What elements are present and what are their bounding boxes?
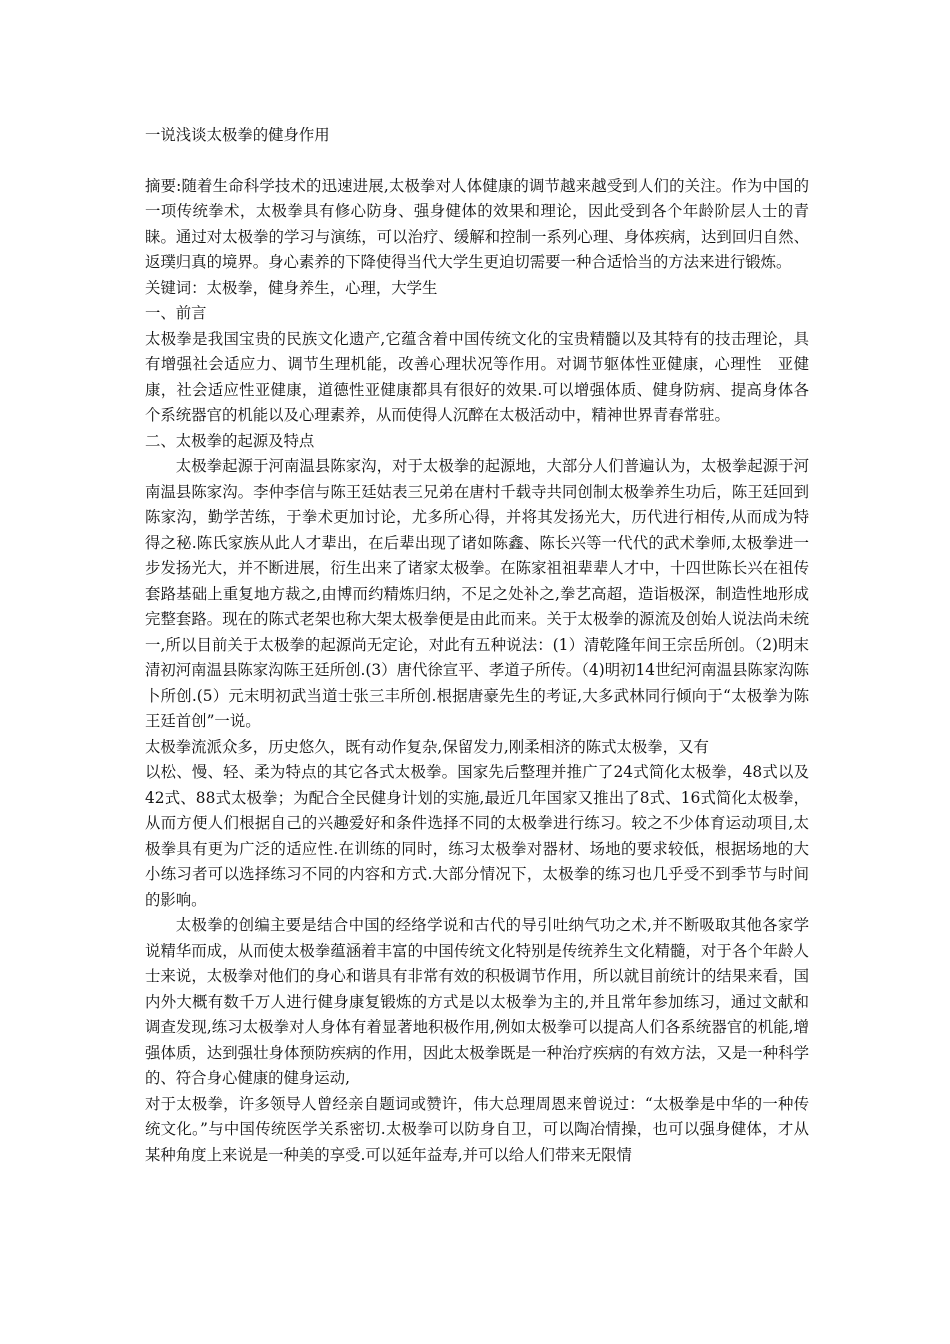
document-body <box>145 123 809 1168</box>
styles-paragraph: 以松、慢、轻、柔为特点的其它各式太极拳。国家先后整理并推广了24式简化太极拳，48式以及42式、88式太极拳；为配合全民健身计划的实施,最近几年国家又推出了8式、16式简化太极拳，从而方便人们根据自己的兴趣爱好和条件选择不同的太极拳进行练习。较之不少体育运动项目,太极拳具有更为广泛的适应性.在训练的同时，练习太极拳对器材、场地的要求较低，根据场地的大小练习者可以选择练习不同的内容和方式.大部分情况下，太极拳的练习也几乎受不到季节与时间的影响。 <box>145 763 809 909</box>
health-paragraph: 太极拳的创编主要是结合中国的经络学说和古代的导引吐纳气功之术,并不断吸取其他各家学说精华而成，从而使太极拳蕴涵着丰富的中国传统文化特别是传统养生文化精髓，对于各个年龄人士来说，太极拳对他们的身心和谐具有非常有效的积极调节作用，所以就目前统计的结果来看，国内外大概有数千万人进行健身康复锻炼的方式是以太极拳为主的,并且常年参加练习，通过文献和调查发现,练习太极拳对人身体有着显著地积极作用,例如太极拳可以提高人们各系统器官的机能,增强体质，达到强壮身体预防疾病的作用，因此太极拳既是一种治疗疾病的有效方法，又是一种科学的、符合身心健康的健身运动, <box>145 916 809 1087</box>
section-heading-introduction: 一、前言 <box>145 304 207 322</box>
document-title: 一说浅谈太极拳的健身作用 <box>145 126 330 144</box>
abstract-paragraph: 摘要:随着生命科学技术的迅速进展,太极拳对人体健康的调节越来越受到人们的关注。作为中国的一项传统拳术，太极拳具有修心防身、强身健体的效果和理论，因此受到各个年龄阶层人士的青睐。通过对太极拳的学习与演练，可以治疗、缓解和控制一系列心理、身体疾病，达到回归自然、返璞归真的境界。身心素养的下降使得当代大学生更迫切需要一种合适恰当的方法来进行锻炼。 <box>145 176 809 271</box>
styles-paragraph-first-line: 太极拳流派众多，历史悠久，既有动作复杂,保留发力,刚柔相济的陈式太极拳，又有 <box>145 737 709 756</box>
leaders-paragraph: 对于太极拳，许多领导人曾经亲自题词或赞许，伟大总理周恩来曾说过：“太极拳是中华的一种传统文化。”与中国传统医学关系密切.太极拳可以防身自卫，可以陶冶情操，也可以强身健体，才从某种角度上来说是一种美的享受.可以延年益寿,并可以给人们带来无限情 <box>145 1094 809 1164</box>
section-heading-origin: 二、太极拳的起源及特点 <box>145 431 315 450</box>
introduction-paragraph: 太极拳是我国宝贵的民族文化遗产,它蕴含着中国传统文化的宝贵精髓以及其特有的技击理论，具有增强社会适应力、调节生理机能，改善心理状况等作用。对调节躯体性亚健康，心理性 亚健康，社会适应性亚健康，道德性亚健康都具有很好的效果.可以增强体质、健身防病、提高身体各个系统器官的机能以及心理素养，从而使得人沉醉在太极活动中，精神世界青春常驻。 <box>145 329 809 424</box>
keywords-line: 关键词：太极拳，健身养生，心理，大学生 <box>145 278 438 297</box>
origin-paragraph: 太极拳起源于河南温县陈家沟，对于太极拳的起源地，大部分人们普遍认为，太极拳起源于河南温县陈家沟。李仲李信与陈王廷姑表三兄弟在唐村千载寺共同创制太极拳养生功后，陈王廷回到陈家沟，勤学苦练，于拳术更加讨论，尤多所心得，并将其发扬光大，历代进行相传,从而成为特得之秘.陈氏家族从此人才辈出，在后辈出现了诸如陈鑫、陈长兴等一代代的武术拳师,太极拳进一步发扬光大，并不断进展，衍生出来了诸家太极拳。在陈家祖祖辈辈人才中，十四世陈长兴在祖传套路基础上重复地方裁之,由博而约精炼归纳，不足之处补之,拳艺高超，造诣极深，制造性地形成完整套路。现在的陈式老架也称大架太极拳便是由此而来。关于太极拳的源流及创始人说法尚未统一,所以目前关于太极拳的起源尚无定论，对此有五种说法：(1）清乾隆年间王宗岳所创。（2)明末清初河南温县陈家沟陈王廷所创.(3）唐代徐宣平、孝道子所传。（4)明初14世纪河南温县陈家沟陈卜所创.(5）元末明初武当道士张三丰所创.根据唐豪先生的考证,大多武林同行倾向于“太极拳为陈王廷首创”一说。 <box>145 457 809 730</box>
